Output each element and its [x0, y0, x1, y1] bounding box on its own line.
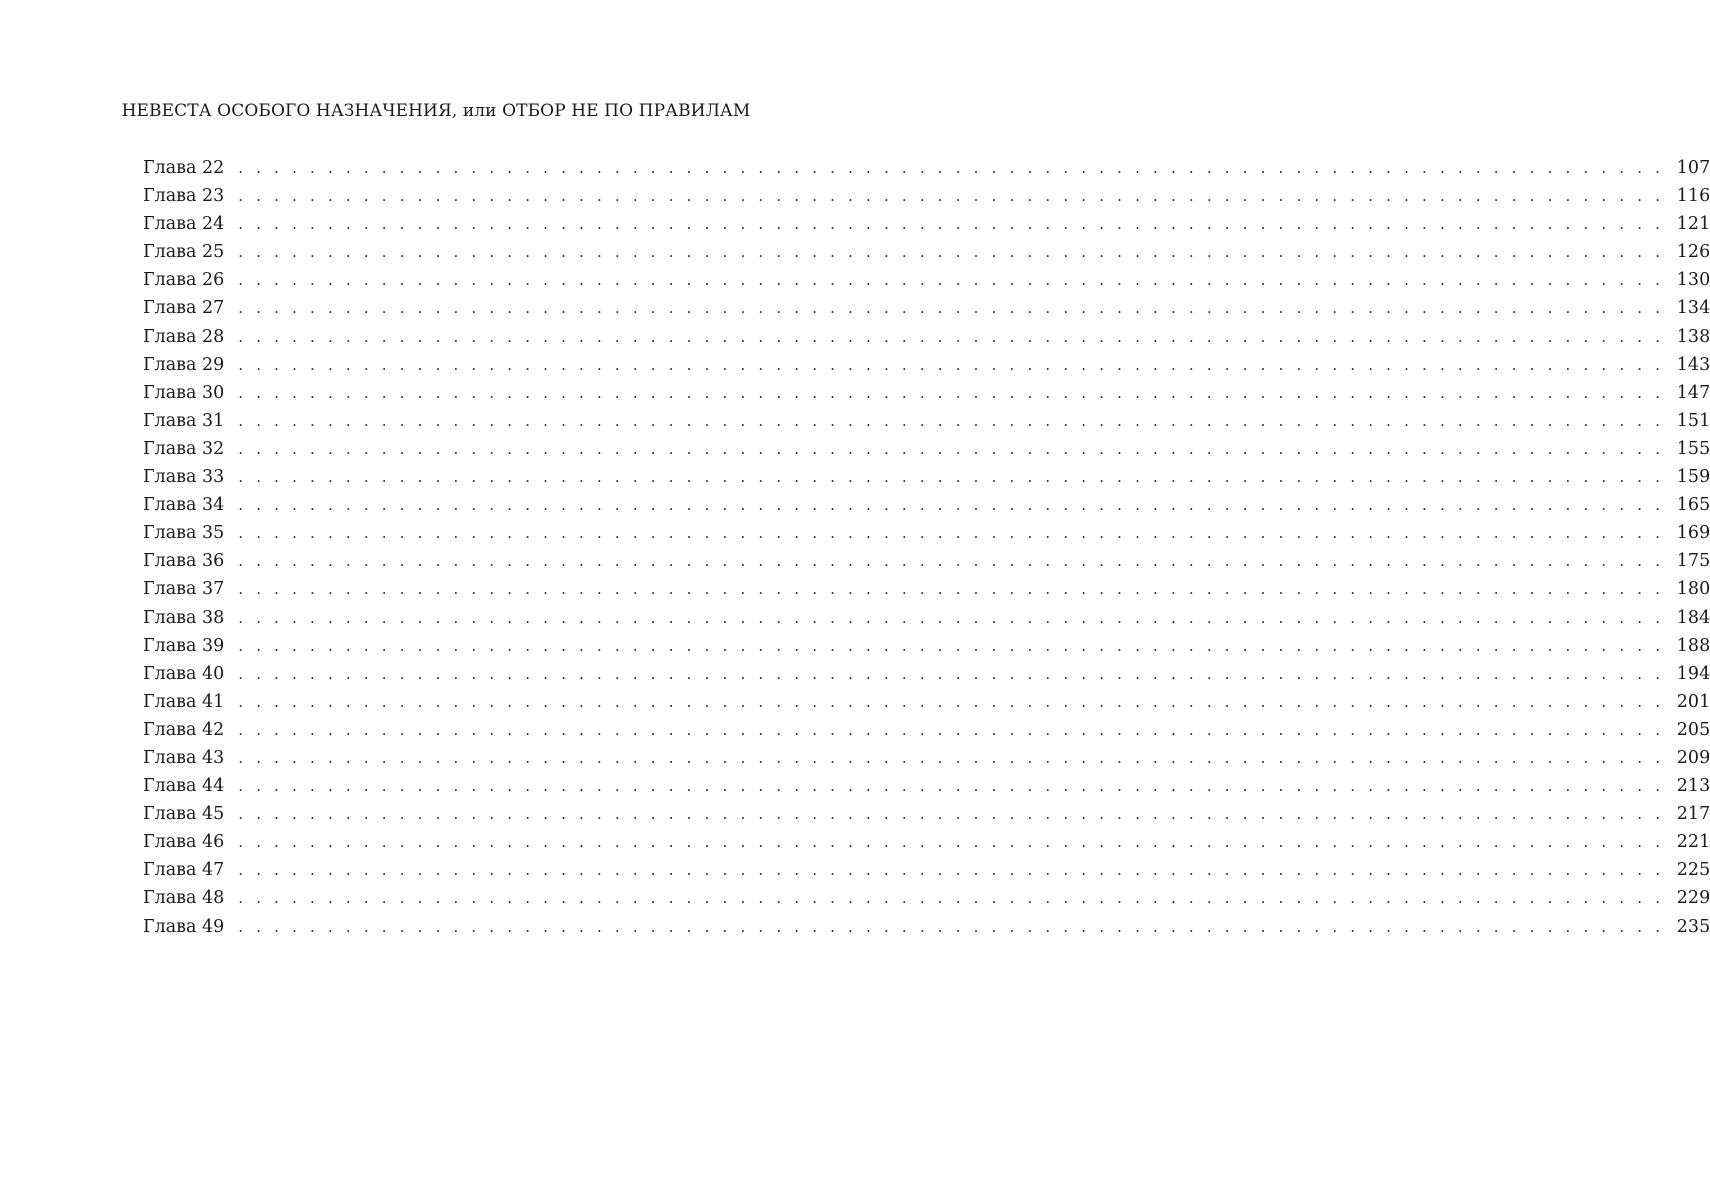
toc-entry-page-number: 201: [1676, 691, 1710, 712]
dot-leader: . . . . . . . . . . . . . . . . . . . . . . . . . . . . . . . . . . . . . . . . . . . . . . . . . . . . . . . . . . . . . . . . . . . . . . . . . . . . . . . .: [238, 833, 1665, 852]
toc-entry[interactable]: [143, 575, 1710, 603]
dot-leader: . . . . . . . . . . . . . . . . . . . . . . . . . . . . . . . . . . . . . . . . . . . . . . . . . . . . . . . . . . . . . . . . . . . . . . . . . . . . . . . .: [238, 805, 1665, 824]
toc-entry-page-number: 138: [1676, 326, 1710, 347]
toc-entry-label: Глава 37: [143, 579, 225, 600]
toc-entry-label: Глава 49: [143, 916, 225, 937]
toc-entry-page-number: 194: [1676, 663, 1710, 684]
dot-leader: . . . . . . . . . . . . . . . . . . . . . . . . . . . . . . . . . . . . . . . . . . . . . . . . . . . . . . . . . . . . . . . . . . . . . . . . . . . . . . . .: [238, 777, 1665, 796]
toc-entry[interactable]: [143, 660, 1710, 688]
toc-entry-label: Глава 24: [143, 214, 225, 235]
toc-entry[interactable]: [143, 604, 1710, 632]
toc-entry[interactable]: [143, 716, 1710, 744]
dot-leader: . . . . . . . . . . . . . . . . . . . . . . . . . . . . . . . . . . . . . . . . . . . . . . . . . . . . . . . . . . . . . . . . . . . . . . . . . . . . . . . .: [238, 608, 1665, 627]
toc-entry-label: Глава 47: [143, 860, 225, 881]
toc-entry[interactable]: [143, 238, 1710, 266]
toc-entry-page-number: 159: [1676, 467, 1710, 488]
toc-entry-page-number: 225: [1676, 860, 1710, 881]
dot-leader: . . . . . . . . . . . . . . . . . . . . . . . . . . . . . . . . . . . . . . . . . . . . . . . . . . . . . . . . . . . . . . . . . . . . . . . . . . . . . . . .: [238, 861, 1665, 880]
toc-entry[interactable]: [143, 154, 1710, 182]
toc-entry[interactable]: [143, 744, 1710, 772]
dot-leader: . . . . . . . . . . . . . . . . . . . . . . . . . . . . . . . . . . . . . . . . . . . . . . . . . . . . . . . . . . . . . . . . . . . . . . . . . . . . . . . .: [238, 215, 1665, 234]
dot-leader: . . . . . . . . . . . . . . . . . . . . . . . . . . . . . . . . . . . . . . . . . . . . . . . . . . . . . . . . . . . . . . . . . . . . . . . . . . . . . . . .: [238, 524, 1665, 543]
toc-entry-label: Глава 39: [143, 635, 225, 656]
toc-entry-label: Глава 33: [143, 467, 225, 488]
toc-entry[interactable]: [143, 884, 1710, 912]
toc-entry[interactable]: [143, 632, 1710, 660]
toc-entry-label: Глава 28: [143, 326, 225, 347]
toc-entry[interactable]: [143, 323, 1710, 351]
toc-entry-page-number: 151: [1676, 410, 1710, 431]
toc-entry-page-number: 213: [1676, 776, 1710, 797]
toc-entry-label: Глава 30: [143, 382, 225, 403]
dot-leader: . . . . . . . . . . . . . . . . . . . . . . . . . . . . . . . . . . . . . . . . . . . . . . . . . . . . . . . . . . . . . . . . . . . . . . . . . . . . . . . .: [238, 748, 1665, 767]
toc-entry-page-number: 155: [1676, 438, 1710, 459]
toc-entry-label: Глава 41: [143, 691, 225, 712]
dot-leader: . . . . . . . . . . . . . . . . . . . . . . . . . . . . . . . . . . . . . . . . . . . . . . . . . . . . . . . . . . . . . . . . . . . . . . . . . . . . . . . .: [238, 439, 1665, 458]
table-of-contents: [143, 154, 1710, 941]
toc-entry[interactable]: [143, 407, 1710, 435]
toc-entry-label: Глава 45: [143, 804, 225, 825]
toc-entry-page-number: 107: [1676, 158, 1710, 178]
toc-entry[interactable]: [143, 772, 1710, 800]
toc-entry-page-number: 165: [1676, 495, 1710, 516]
toc-entry-label: Глава 36: [143, 551, 225, 572]
toc-entry-page-number: 217: [1676, 804, 1710, 825]
toc-entry-page-number: 235: [1676, 916, 1710, 937]
toc-entry-label: Глава 31: [143, 410, 225, 431]
toc-entry-page-number: 184: [1676, 607, 1710, 628]
toc-entry-page-number: 121: [1676, 214, 1710, 235]
toc-entry-page-number: 169: [1676, 523, 1710, 544]
dot-leader: . . . . . . . . . . . . . . . . . . . . . . . . . . . . . . . . . . . . . . . . . . . . . . . . . . . . . . . . . . . . . . . . . . . . . . . . . . . . . . . .: [238, 355, 1665, 374]
toc-entry-label: Глава 32: [143, 438, 225, 459]
toc-entry-label: Глава 48: [143, 888, 225, 909]
toc-entry[interactable]: [143, 856, 1710, 884]
toc-entry-label: Глава 29: [143, 354, 225, 375]
dot-leader: . . . . . . . . . . . . . . . . . . . . . . . . . . . . . . . . . . . . . . . . . . . . . . . . . . . . . . . . . . . . . . . . . . . . . . . . . . . . . . . .: [238, 159, 1665, 177]
dot-leader: . . . . . . . . . . . . . . . . . . . . . . . . . . . . . . . . . . . . . . . . . . . . . . . . . . . . . . . . . . . . . . . . . . . . . . . . . . . . . . . .: [238, 468, 1665, 487]
toc-entry[interactable]: [143, 828, 1710, 856]
dot-leader: . . . . . . . . . . . . . . . . . . . . . . . . . . . . . . . . . . . . . . . . . . . . . . . . . . . . . . . . . . . . . . . . . . . . . . . . . . . . . . . .: [238, 552, 1665, 571]
dot-leader: . . . . . . . . . . . . . . . . . . . . . . . . . . . . . . . . . . . . . . . . . . . . . . . . . . . . . . . . . . . . . . . . . . . . . . . . . . . . . . . .: [238, 271, 1665, 290]
toc-entry[interactable]: [143, 491, 1710, 519]
toc-entry-page-number: 209: [1676, 747, 1710, 768]
toc-entry[interactable]: [143, 688, 1710, 716]
toc-entry-label: Глава 46: [143, 832, 225, 853]
toc-entry[interactable]: [143, 266, 1710, 294]
toc-entry-page-number: 116: [1676, 186, 1710, 207]
toc-entry[interactable]: [143, 294, 1710, 322]
toc-entry[interactable]: [143, 210, 1710, 238]
toc-entry-label: Глава 35: [143, 523, 225, 544]
dot-leader: . . . . . . . . . . . . . . . . . . . . . . . . . . . . . . . . . . . . . . . . . . . . . . . . . . . . . . . . . . . . . . . . . . . . . . . . . . . . . . . .: [238, 580, 1665, 599]
toc-entry-label: Глава 23: [143, 186, 225, 207]
toc-entry[interactable]: [143, 351, 1710, 379]
toc-entry-page-number: 130: [1676, 270, 1710, 291]
toc-entry-label: Глава 44: [143, 776, 225, 797]
toc-entry[interactable]: [143, 913, 1710, 941]
toc-entry-label: Глава 34: [143, 495, 225, 516]
toc-entry[interactable]: [143, 379, 1710, 407]
toc-entry-label: Глава 27: [143, 298, 225, 319]
toc-entry-page-number: 180: [1676, 579, 1710, 600]
toc-entry[interactable]: [143, 182, 1710, 210]
toc-entry-label: Глава 22: [143, 158, 225, 178]
dot-leader: . . . . . . . . . . . . . . . . . . . . . . . . . . . . . . . . . . . . . . . . . . . . . . . . . . . . . . . . . . . . . . . . . . . . . . . . . . . . . . . .: [238, 720, 1665, 739]
toc-entry-label: Глава 43: [143, 747, 225, 768]
toc-entry[interactable]: [143, 519, 1710, 547]
dot-leader: . . . . . . . . . . . . . . . . . . . . . . . . . . . . . . . . . . . . . . . . . . . . . . . . . . . . . . . . . . . . . . . . . . . . . . . . . . . . . . . .: [238, 889, 1665, 908]
toc-entry-label: Глава 25: [143, 242, 225, 263]
toc-entry-label: Глава 38: [143, 607, 225, 628]
toc-entry-page-number: 126: [1676, 242, 1710, 263]
toc-entry-label: Глава 42: [143, 719, 225, 740]
toc-entry[interactable]: [143, 800, 1710, 828]
dot-leader: . . . . . . . . . . . . . . . . . . . . . . . . . . . . . . . . . . . . . . . . . . . . . . . . . . . . . . . . . . . . . . . . . . . . . . . . . . . . . . . .: [238, 243, 1665, 262]
dot-leader: . . . . . . . . . . . . . . . . . . . . . . . . . . . . . . . . . . . . . . . . . . . . . . . . . . . . . . . . . . . . . . . . . . . . . . . . . . . . . . . .: [238, 299, 1665, 318]
dot-leader: . . . . . . . . . . . . . . . . . . . . . . . . . . . . . . . . . . . . . . . . . . . . . . . . . . . . . . . . . . . . . . . . . . . . . . . . . . . . . . . .: [238, 411, 1665, 430]
toc-entry-page-number: 147: [1676, 382, 1710, 403]
dot-leader: . . . . . . . . . . . . . . . . . . . . . . . . . . . . . . . . . . . . . . . . . . . . . . . . . . . . . . . . . . . . . . . . . . . . . . . . . . . . . . . .: [238, 383, 1665, 402]
dot-leader: . . . . . . . . . . . . . . . . . . . . . . . . . . . . . . . . . . . . . . . . . . . . . . . . . . . . . . . . . . . . . . . . . . . . . . . . . . . . . . . .: [238, 664, 1665, 683]
toc-entry-page-number: 143: [1676, 354, 1710, 375]
toc-entry-page-number: 134: [1676, 298, 1710, 319]
toc-entry-page-number: 229: [1676, 888, 1710, 909]
dot-leader: . . . . . . . . . . . . . . . . . . . . . . . . . . . . . . . . . . . . . . . . . . . . . . . . . . . . . . . . . . . . . . . . . . . . . . . . . . . . . . . .: [238, 636, 1665, 655]
toc-entry-page-number: 188: [1676, 635, 1710, 656]
dot-leader: . . . . . . . . . . . . . . . . . . . . . . . . . . . . . . . . . . . . . . . . . . . . . . . . . . . . . . . . . . . . . . . . . . . . . . . . . . . . . . . .: [238, 692, 1665, 711]
toc-entry-page-number: 175: [1676, 551, 1710, 572]
dot-leader: . . . . . . . . . . . . . . . . . . . . . . . . . . . . . . . . . . . . . . . . . . . . . . . . . . . . . . . . . . . . . . . . . . . . . . . . . . . . . . . .: [238, 187, 1665, 206]
dot-leader: . . . . . . . . . . . . . . . . . . . . . . . . . . . . . . . . . . . . . . . . . . . . . . . . . . . . . . . . . . . . . . . . . . . . . . . . . . . . . . . .: [238, 917, 1665, 936]
toc-entry[interactable]: [143, 435, 1710, 463]
dot-leader: . . . . . . . . . . . . . . . . . . . . . . . . . . . . . . . . . . . . . . . . . . . . . . . . . . . . . . . . . . . . . . . . . . . . . . . . . . . . . . . .: [238, 327, 1665, 346]
toc-entry[interactable]: [143, 463, 1710, 491]
toc-entry-page-number: 221: [1676, 832, 1710, 853]
toc-entry[interactable]: [143, 547, 1710, 575]
toc-entry-label: Глава 40: [143, 663, 225, 684]
dot-leader: . . . . . . . . . . . . . . . . . . . . . . . . . . . . . . . . . . . . . . . . . . . . . . . . . . . . . . . . . . . . . . . . . . . . . . . . . . . . . . . .: [238, 496, 1665, 515]
toc-entry-page-number: 205: [1676, 719, 1710, 740]
running-title: НЕВЕСТА ОСОБОГО НАЗНАЧЕНИЯ, или ОТБОР НЕ ПО ПРАВИЛАМ: [121, 101, 751, 121]
toc-entry-label: Глава 26: [143, 270, 225, 291]
